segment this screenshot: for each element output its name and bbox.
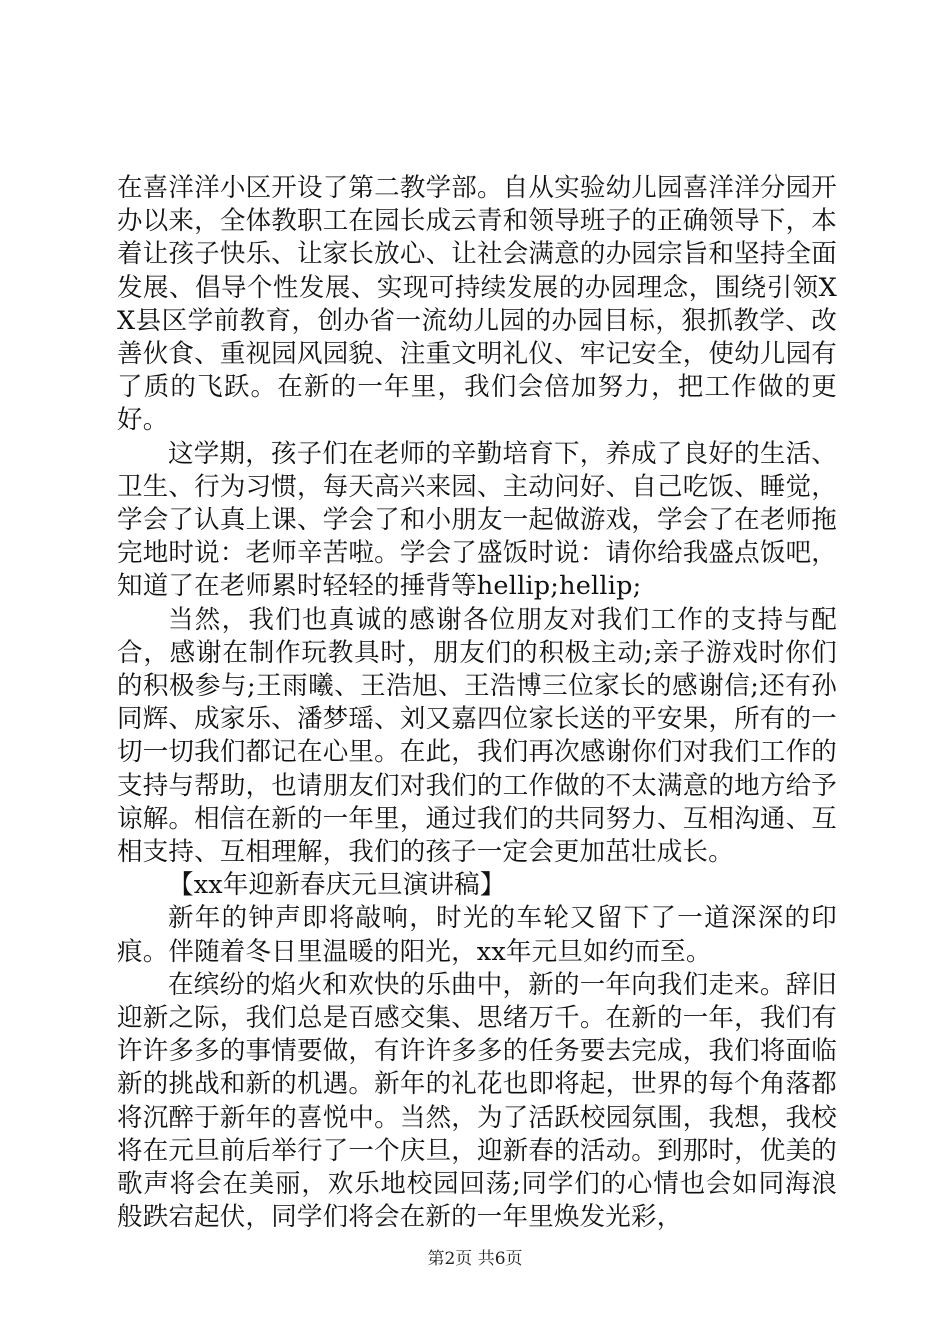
paragraph-new-year-fireworks: 在缤纷的焰火和欢快的乐曲中，新的一年向我们走来。辞旧迎新之际，我们总是百感交集、思绪万千。在新的一年，我们有许许多多的事情要做，有许许多多的任务要去完成，我们将面临新的挑战和新的机遇。新年的礼花也即将起，世界的每个角落都将沉醉于新年的喜悦中。当然，为了活跃校园氛围，我想，我校将在元旦前后举行了一个庆旦，迎新春的活动。到那时，优美的歌声将会在美丽，欢乐地校园回荡;同学们的心情也会如同海浪般跌宕起伏，同学们将会在新的一年里焕发光彩，	[117, 969, 837, 1233]
paragraph-new-year-bell: 新年的钟声即将敲响，时光的车轮又留下了一道深深的印痕。伴随着冬日里温暖的阳光，xx年元旦如约而至。	[117, 903, 837, 967]
document-body	[117, 172, 837, 1235]
page-footer: 第2页 共6页	[427, 1249, 523, 1269]
section-heading: 【xx年迎新春庆元旦演讲稿】	[168, 870, 506, 901]
paragraph-continuation: 在喜洋洋小区开设了第二教学部。自从实验幼儿园喜洋洋分园开办以来，全体教职工在园长成云青和领导班子的正确领导下，本着让孩子快乐、让家长放心、让社会满意的办园宗旨和坚持全面发展、倡导个性发展、实现可持续发展的办园理念，围绕引领XX县区学前教育，创办省一流幼儿园的办园目标，狠抓教学、改善伙食、重视园风园貌、注重文明礼仪、牢记安全，使幼儿园有了质的飞跃。在新的一年里，我们会倍加努力，把工作做的更好。	[117, 173, 837, 436]
paragraph-children-progress: 这学期，孩子们在老师的辛勤培育下，养成了良好的生活、卫生、行为习惯，每天高兴来园、主动问好、自己吃饭、睡觉，学会了认真上课、学会了和小朋友一起做游戏，学会了在老师拖完地时说：老师辛苦啦。学会了盛饭时说：请你给我盛点饭吧，知道了在老师累时轻轻的捶背等hellip;hellip;	[117, 438, 837, 602]
paragraph-thanks: 当然，我们也真诚的感谢各位朋友对我们工作的支持与配合，感谢在制作玩教具时，朋友们的积极主动;亲子游戏时你们的积极参与;王雨曦、王浩旭、王浩博三位家长的感谢信;还有孙同辉、成家乐、潘梦瑶、刘又嘉四位家长送的平安果，所有的一切一切我们都记在心里。在此，我们再次感谢你们对我们工作的支持与帮助，也请朋友们对我们的工作做的不太满意的地方给予谅解。相信在新的一年里，通过我们的共同努力、互相沟通、互相支持、互相理解，我们的孩子一定会更加茁壮成长。	[117, 604, 837, 868]
